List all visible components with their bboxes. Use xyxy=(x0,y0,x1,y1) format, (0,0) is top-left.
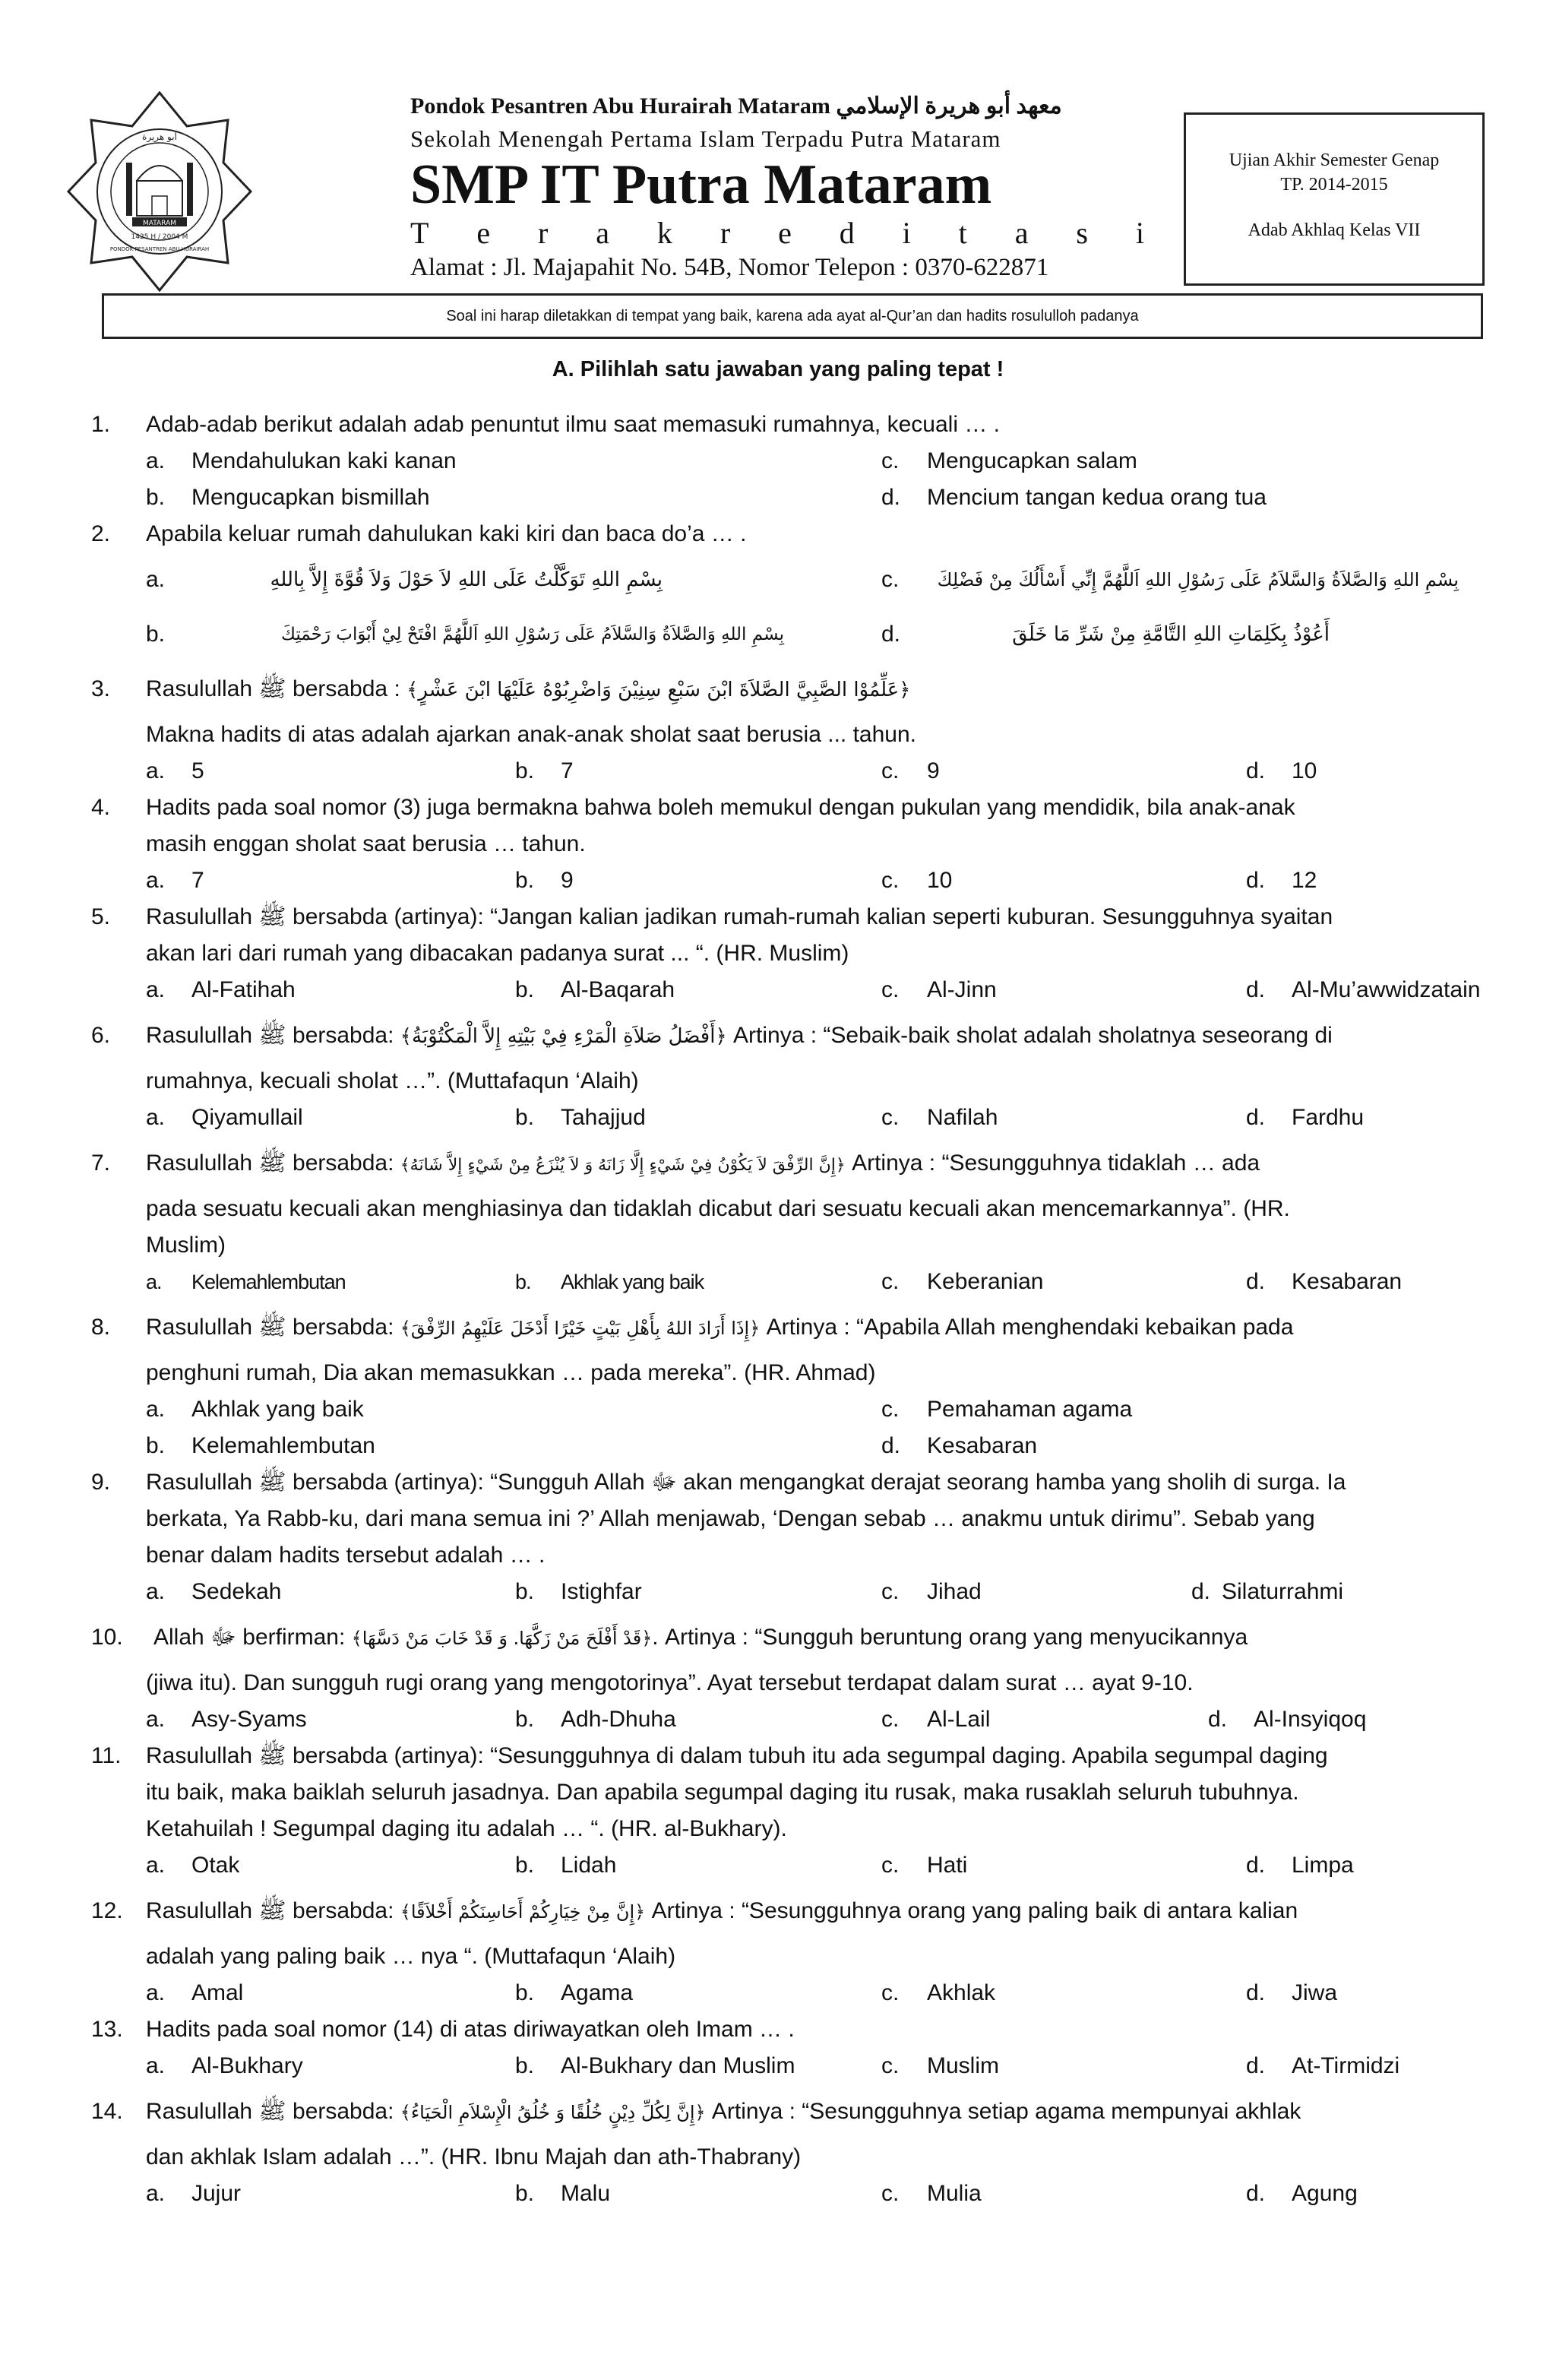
question-text: Adab-adab berikut adalah adab penuntut ilmu saat memasuki rumahnya, kecuali … . xyxy=(146,412,1000,437)
text-span: Hati xyxy=(927,1853,968,1878)
option-label: a. xyxy=(146,758,166,783)
options-row xyxy=(91,1391,1468,1428)
question-number: 9. xyxy=(91,1470,111,1495)
hadith-arabic: ﴿أَفْضَلُ صَلاَةِ الْمَرْءِ فِيْ بَيْتِهِ إِلاَّ الْمَكْتُوْبَةُ﴾ xyxy=(400,1025,727,1048)
question-text: Makna hadits di atas adalah ajarkan anak-anak sholat saat berusia ... tahun. xyxy=(146,722,916,747)
option-label: a. xyxy=(146,1853,166,1878)
option-label: d. xyxy=(1246,868,1266,893)
options-row xyxy=(91,1100,1468,1136)
text-span: 10 xyxy=(1292,758,1317,783)
option-a xyxy=(146,2176,241,2212)
text-span: Rasulullah ﷺ bersabda: xyxy=(146,1023,400,1048)
question-text xyxy=(146,2084,1468,2140)
option-c xyxy=(881,1574,982,1610)
text-span: Limpa xyxy=(1292,1853,1354,1878)
option-d xyxy=(1246,862,1317,899)
text-span xyxy=(91,1665,1468,1701)
question-text: masih enggan sholat saat berusia … tahun. xyxy=(146,831,586,856)
text-span: . Artinya : “Sungguh beruntung orang yang menyucikannya xyxy=(652,1625,1248,1650)
text-span: 7 xyxy=(561,758,574,783)
text-span: Agung xyxy=(1292,2181,1358,2206)
text-span: Akhlak yang baik xyxy=(561,1271,704,1293)
text-span: Jujur xyxy=(191,2181,242,2206)
text-span xyxy=(91,826,1468,862)
text-span: Silaturrahmi xyxy=(1222,1579,1344,1604)
question-text: itu baik, maka baiklah seluruh jasadnya. Dan apabila segumpal daging itu rusak, maka rusaklah seluruh tubuhnya. xyxy=(146,1780,1299,1805)
text-span: Artinya : “Sesungguhnya tidaklah … ada xyxy=(845,1150,1260,1176)
text-span: Keberanian xyxy=(927,1269,1044,1294)
text-span: Malu xyxy=(561,2181,611,2206)
options-row xyxy=(91,862,1468,899)
text-span: 12 xyxy=(1292,868,1317,893)
options-row xyxy=(91,1701,1468,1738)
school-logo xyxy=(65,90,254,293)
logo-pesantren: PONDOK PESANTREN ABU HURAIRAH xyxy=(109,246,210,252)
option-label: d. xyxy=(881,1433,901,1458)
hadith-arabic: ﴿إِنَّ الرِّفْقَ لاَ يَكُوْنُ فِيْ شَيْءٍ إِلَّا زَانَهُ وَ لاَ يُنْزَعُ مِنْ شَيْءٍ إِلاَّ شَانَهُ﴾ xyxy=(400,1156,846,1175)
option-d xyxy=(881,479,1267,516)
text-span xyxy=(91,1063,1468,1100)
option-b xyxy=(515,1264,704,1300)
text-span: Al-Fatihah xyxy=(191,977,296,1002)
text-span: Artinya : “Sesungguhnya setiap agama mempunyai akhlak xyxy=(705,2099,1301,2124)
options-row xyxy=(91,1847,1468,1884)
option-c xyxy=(881,1975,995,2011)
question-text xyxy=(146,1008,1468,1064)
text-span: 10 xyxy=(927,868,953,893)
text-span: Tahajjud xyxy=(561,1105,646,1130)
option-label: a. xyxy=(146,1707,166,1732)
logo-name: MATARAM xyxy=(143,220,176,227)
option-a xyxy=(146,1574,281,1610)
question-text xyxy=(153,1610,1468,1666)
institution-name: Pondok Pesantren Abu Hurairah Mataram معهد أبو هريرة الإسلامي xyxy=(410,93,1062,119)
option-a xyxy=(146,2048,303,2084)
question-text: Rasulullah ﷺ bersabda (artinya): “Sungguh Allah ﷻ akan mengangkat derajat seorang hamba yang sholih di surga. Ia xyxy=(146,1470,1346,1495)
option-b xyxy=(515,2176,610,2212)
school-address: Alamat : Jl. Majapahit No. 54B, Nomor Telepon : 0370-622871 xyxy=(410,254,1049,281)
option-d xyxy=(1246,2048,1399,2084)
text-span: At-Tirmidzi xyxy=(1292,2053,1400,2078)
option-label: a. xyxy=(146,1397,166,1422)
question-text xyxy=(146,1136,1468,1193)
text-span: Allah ﷻ berfirman: xyxy=(153,1625,352,1650)
question-1 xyxy=(91,407,1468,443)
question-number: 6. xyxy=(91,1023,111,1048)
option-label: b. xyxy=(515,1980,535,2005)
options-row xyxy=(91,1975,1468,2011)
text-span: Istighfar xyxy=(561,1579,642,1604)
exam-year: TP. 2014-2015 xyxy=(1280,175,1388,195)
text-span: Mendahulukan kaki kanan xyxy=(191,448,457,473)
option-label: b. xyxy=(146,1433,166,1458)
option-d xyxy=(1246,753,1317,790)
option-label: b. xyxy=(515,2181,535,2206)
question-3 xyxy=(91,662,1468,717)
question-13 xyxy=(91,2011,1468,2048)
text-span: Sedekah xyxy=(191,1579,282,1604)
text-span xyxy=(91,935,1468,972)
option-label: a. xyxy=(146,2053,166,2078)
option-b xyxy=(146,1428,375,1464)
option-label: c. xyxy=(881,448,900,473)
question-text: Hadits pada soal nomor (14) di atas diriwayatkan oleh Imam … . xyxy=(146,2017,795,2042)
option-c xyxy=(881,753,940,790)
ayat-arabic: ﴿قَدْ أَفْلَحَ مَنْ زَكَّهَا. وَ قَدْ خَابَ مَنْ دَسَّهَا﴾ xyxy=(351,1628,653,1649)
question-2 xyxy=(91,516,1468,552)
school-level: Sekolah Menengah Pertama Islam Terpadu Putra Mataram xyxy=(410,125,1001,152)
text-span: Rasulullah ﷺ bersabda: xyxy=(146,1898,400,1923)
option-b xyxy=(515,972,675,1008)
option-label: b. xyxy=(515,2053,535,2078)
text-span xyxy=(91,2139,1468,2176)
text-span: Otak xyxy=(191,1853,240,1878)
options-row xyxy=(91,2048,1468,2084)
option-label: c. xyxy=(881,1269,900,1294)
option-a xyxy=(146,1391,364,1428)
options-row xyxy=(91,753,1468,790)
option-d xyxy=(1208,1701,1366,1738)
text-span: Jihad xyxy=(927,1579,982,1604)
option-label: a. xyxy=(146,1271,162,1293)
option-b xyxy=(515,2048,795,2084)
exam-info-box xyxy=(1184,112,1485,286)
option-a xyxy=(146,552,191,607)
question-4 xyxy=(91,790,1468,826)
text-span: بِسْمِ اللهِ وَالصَّلاَةُ وَالسَّلاَمُ عَلَى رَسُوْلِ اللهِ اَللَّهُمَّ افْتَحْ لِيْ أَبْوَابَ رَحْمَتِكَ xyxy=(281,625,784,644)
option-label: c. xyxy=(881,1853,900,1878)
option-label: a. xyxy=(146,1980,166,2005)
text-span: بِسْمِ اللهِ تَوَكَّلْتُ عَلَى اللهِ لاَ حَوْلَ وَلاَ قُوَّةَ إِلاَّ بِاللهِ xyxy=(270,568,663,591)
option-label: d. xyxy=(1246,2053,1266,2078)
text-span: Akhlak xyxy=(927,1980,996,2005)
text-span: Artinya : “Sebaik-baik sholat adalah sholatnya seseorang di xyxy=(726,1023,1333,1048)
question-number: 11. xyxy=(91,1743,122,1768)
text-span: Kesabaran xyxy=(927,1433,1038,1458)
text-span: Rasulullah ﷺ bersabda: xyxy=(146,1315,400,1340)
text-span: 9 xyxy=(927,758,940,783)
question-8 xyxy=(91,1300,1468,1355)
text-span: Mencium tangan kedua orang tua xyxy=(927,485,1267,510)
options-row xyxy=(91,607,1468,662)
exam-title: Ujian Akhir Semester Genap xyxy=(1229,150,1440,170)
option-a xyxy=(146,972,296,1008)
option-label: a. xyxy=(146,448,166,473)
question-number: 14. xyxy=(91,2099,123,2124)
question-6 xyxy=(91,1008,1468,1063)
option-label: c. xyxy=(881,1579,900,1604)
question-text: akan lari dari rumah yang dibacakan padanya surat ... “. (HR. Muslim) xyxy=(146,941,849,966)
text-span: Al-Insyiqoq xyxy=(1254,1707,1367,1732)
option-c xyxy=(881,1391,1132,1428)
option-label: d. xyxy=(1246,1105,1266,1130)
text-span: Mulia xyxy=(927,2181,982,2206)
option-label: d. xyxy=(1246,758,1266,783)
text-span: Akhlak yang baik xyxy=(191,1397,364,1422)
text-span xyxy=(91,1501,1468,1537)
option-a xyxy=(146,753,204,790)
option-c xyxy=(881,2176,982,2212)
option-a xyxy=(146,443,457,479)
option-label: d. xyxy=(1246,1269,1266,1294)
option-b xyxy=(515,862,574,899)
option-d xyxy=(1191,1574,1343,1610)
question-text: berkata, Ya Rabb-ku, dari mana semua ini ?’ Allah menjawab, ‘Dengan sebab … anakmu untuk dirimu”. Sebab yang xyxy=(146,1506,1315,1531)
option-label: c. xyxy=(881,1980,900,2005)
question-number: 10. xyxy=(91,1625,123,1650)
text-span xyxy=(91,1191,1468,1227)
option-label: d. xyxy=(1246,2181,1266,2206)
hadith-arabic: ﴿إِنَّ مِنْ خِيَارِكُمْ أَحَاسِنَكُمْ أَخْلاَقًا﴾ xyxy=(400,1901,646,1923)
notice-box: Soal ini harap diletakkan di tempat yang baik, karena ada ayat al-Qur’an dan hadits rosululloh padanya xyxy=(102,293,1483,339)
option-label: d. xyxy=(1246,1853,1266,1878)
text-span xyxy=(91,1774,1468,1811)
option-label: b. xyxy=(515,758,535,783)
option-d xyxy=(1246,1264,1402,1300)
hadith-arabic: ﴿إِذَا أَرَادَ اللهُ بِأَهْلِ بَيْتٍ خَيْرًا أَدْخَلَ عَلَيْهِمُ الرِّفْقَ﴾ xyxy=(400,1318,761,1339)
option-d xyxy=(881,607,927,662)
option-label: a. xyxy=(146,567,166,592)
option-d xyxy=(1246,972,1480,1008)
text-span: Fardhu xyxy=(1292,1105,1365,1130)
text-span: Lidah xyxy=(561,1853,617,1878)
text-span: 9 xyxy=(561,868,574,893)
question-number: 2. xyxy=(91,521,111,546)
options-row xyxy=(91,1428,1468,1464)
options-row xyxy=(91,1264,1468,1300)
question-number: 4. xyxy=(91,795,111,820)
option-c xyxy=(881,2048,999,2084)
option-a xyxy=(146,1100,303,1136)
text-span: Al-Jinn xyxy=(927,977,997,1002)
question-number: 8. xyxy=(91,1315,111,1340)
text-span: Al-Baqarah xyxy=(561,977,675,1002)
text-span: Al-Bukhary xyxy=(191,2053,303,2078)
question-number: 1. xyxy=(91,412,111,437)
text-span: Nafilah xyxy=(927,1105,998,1130)
option-b xyxy=(515,1701,676,1738)
option-d xyxy=(1246,1847,1354,1884)
option-b xyxy=(515,1975,633,2011)
question-5 xyxy=(91,899,1468,935)
text-span: Muslim xyxy=(927,2053,999,2078)
option-c xyxy=(881,1264,1043,1300)
option-label: b. xyxy=(146,622,166,647)
text-span: 5 xyxy=(191,758,204,783)
text-span xyxy=(91,1537,1468,1574)
question-text xyxy=(146,662,1468,717)
text-span: Amal xyxy=(191,1980,244,2005)
option-c xyxy=(881,862,952,899)
question-text: benar dalam hadits tersebut adalah … . xyxy=(146,1543,546,1568)
option-c xyxy=(881,972,997,1008)
option-label: c. xyxy=(881,2181,900,2206)
option-label: c. xyxy=(881,567,900,592)
option-a xyxy=(146,1847,239,1884)
question-text xyxy=(146,1884,1468,1939)
option-label: c. xyxy=(881,2053,900,2078)
text-span: Rasulullah ﷺ bersabda: xyxy=(146,2099,400,2124)
text-span: Mengucapkan bismillah xyxy=(191,485,430,510)
question-12 xyxy=(91,1884,1468,1938)
section-title: A. Pilihlah satu jawaban yang paling tepat ! xyxy=(552,357,1004,381)
option-d xyxy=(1246,1100,1364,1136)
option-label: d. xyxy=(881,485,901,510)
question-number: 12. xyxy=(91,1898,123,1923)
option-b xyxy=(515,753,574,790)
question-number: 5. xyxy=(91,904,111,929)
option-label: b. xyxy=(515,1853,535,1878)
option-c xyxy=(881,1100,998,1136)
accreditation: T e r a k r e d i t a s i xyxy=(410,216,1144,250)
question-number: 7. xyxy=(91,1150,111,1176)
question-11 xyxy=(91,1738,1468,1774)
text-span: Kelemahlembutan xyxy=(191,1433,375,1458)
option-label: a. xyxy=(146,1105,166,1130)
text-span: Artinya : “Apabila Allah menghendaki kebaikan pada xyxy=(760,1315,1294,1340)
options-row xyxy=(91,1574,1468,1610)
text-span: Al-Bukhary dan Muslim xyxy=(561,2053,795,2078)
text-span: Jiwa xyxy=(1292,1980,1338,2005)
question-list xyxy=(91,407,1481,2212)
option-label: b. xyxy=(515,1707,535,1732)
options-row xyxy=(91,552,1468,607)
option-d xyxy=(1246,2176,1358,2212)
option-label: d. xyxy=(1208,1707,1228,1732)
option-label: c. xyxy=(881,1105,900,1130)
question-text: dan akhlak Islam adalah …”. (HR. Ibnu Majah dan ath-Thabrany) xyxy=(146,2144,802,2170)
text-span: Agama xyxy=(561,1980,634,2005)
question-text: Rasulullah ﷺ bersabda (artinya): “Jangan kalian jadikan rumah-rumah kalian seperti kuburan. Sesungguhnya syaitan xyxy=(146,904,1333,929)
question-number: 3. xyxy=(91,676,111,701)
question-text: pada sesuatu kecuali akan menghiasinya dan tidaklah dicabut dari sesuatu kecuali akan mencemarkannya”. (HR. xyxy=(146,1196,1290,1221)
option-b xyxy=(146,607,191,662)
text-span: Qiyamullail xyxy=(191,1105,303,1130)
option-label: a. xyxy=(146,1579,166,1604)
text-span: Artinya : “Sesungguhnya orang yang paling baik di antara kalian xyxy=(645,1898,1298,1923)
question-text: penghuni rumah, Dia akan memasukkan … pada mereka”. (HR. Ahmad) xyxy=(146,1360,876,1385)
question-text: adalah yang paling baik … nya “. (Muttafaqun ‘Alaih) xyxy=(146,1944,676,1969)
text-span: Kesabaran xyxy=(1292,1269,1403,1294)
text-span xyxy=(91,1227,1468,1264)
hadith-arabic: ﴿عَلِّمُوْا الصَّبِيَّ الصَّلاَةَ ابْنَ سَبْعِ سِنِيْنَ وَاضْرِبُوْهُ عَلَيْهَا ابْنَ عَشْرٍ﴾ xyxy=(406,679,911,701)
text-span xyxy=(91,1811,1468,1847)
logo-arabic: أبو هريرة xyxy=(142,131,177,142)
question-14 xyxy=(91,2084,1468,2139)
option-label: d. xyxy=(1191,1579,1211,1604)
question-text: (jiwa itu). Dan sungguh rugi orang yang mengotorinya”. Ayat tersebut terdapat dalam surat … ayat 9-10. xyxy=(146,1670,1194,1695)
option-b xyxy=(515,1847,616,1884)
text-span xyxy=(91,1355,1468,1391)
text-span: Rasulullah ﷺ bersabda: xyxy=(146,1150,400,1176)
text-span: Asy-Syams xyxy=(191,1707,307,1732)
option-label: c. xyxy=(881,1707,900,1732)
question-number: 13. xyxy=(91,2017,123,2042)
option-label: c. xyxy=(881,868,900,893)
option-label: a. xyxy=(146,868,166,893)
text-span: Mengucapkan salam xyxy=(927,448,1137,473)
school-header xyxy=(410,93,1162,282)
question-text: Ketahuilah ! Segumpal daging itu adalah … “. (HR. al-Bukhary). xyxy=(146,1816,787,1841)
text-span: بِسْمِ اللهِ وَالصَّلاَةُ وَالسَّلاَمُ عَلَى رَسُوْلِ اللهِ اَللَّهُمَّ إِنِّي أَسْأَلُكَ مِنْ فَضْلِكَ xyxy=(937,569,1459,590)
options-row xyxy=(91,2176,1468,2212)
text-span: Adh-Dhuha xyxy=(561,1707,676,1732)
question-text: Hadits pada soal nomor (3) juga bermakna bahwa boleh memukul dengan pukulan yang mendidik, bila anak-anak xyxy=(146,795,1295,820)
option-a xyxy=(146,1264,346,1300)
option-d xyxy=(1246,1975,1337,2011)
text-span: 7 xyxy=(191,868,204,893)
option-a xyxy=(146,1975,243,2011)
option-a xyxy=(146,1701,307,1738)
text-span: Rasulullah ﷺ bersabda : xyxy=(146,676,407,701)
option-b xyxy=(515,1100,646,1136)
question-text: rumahnya, kecuali sholat …”. (Muttafaqun ‘Alaih) xyxy=(146,1068,639,1093)
option-b xyxy=(515,1574,642,1610)
exam-subject: Adab Akhlaq Kelas VII xyxy=(1248,220,1421,240)
question-10 xyxy=(91,1610,1468,1665)
text-span: Al-Mu’awwidzatain xyxy=(1292,977,1481,1002)
options-row xyxy=(91,479,1468,516)
option-label: a. xyxy=(146,2181,166,2206)
option-label: a. xyxy=(146,977,166,1002)
option-label: c. xyxy=(881,977,900,1002)
option-c xyxy=(881,1847,967,1884)
question-text xyxy=(146,1300,1468,1356)
option-b xyxy=(146,479,430,516)
hadith-arabic: ﴿إِنَّ لِكُلِّ دِيْنٍ خُلُقًا وَ خُلُقُ الْإِسْلاَمِ الْحَيَاءُ﴾ xyxy=(400,2102,706,2123)
option-label: b. xyxy=(515,1271,531,1293)
options-row xyxy=(91,972,1481,1008)
option-c xyxy=(881,552,927,607)
question-3-text xyxy=(91,717,1468,753)
option-label: b. xyxy=(515,977,535,1002)
option-label: d. xyxy=(1246,1980,1266,2005)
option-c xyxy=(881,1701,990,1738)
option-label: d. xyxy=(1246,977,1266,1002)
option-a xyxy=(146,862,204,899)
option-c xyxy=(881,443,1137,479)
logo-year: 1425 H / 2004 M xyxy=(131,233,188,241)
question-text: Muslim) xyxy=(146,1233,226,1258)
text-span: Kelemahlembutan xyxy=(191,1271,346,1293)
option-label: b. xyxy=(146,485,166,510)
option-label: d. xyxy=(881,622,901,647)
question-9 xyxy=(91,1464,1468,1501)
school-name: SMP IT Putra Mataram xyxy=(410,153,992,216)
option-label: b. xyxy=(515,1579,535,1604)
option-d xyxy=(881,1428,1037,1464)
text-span: Al-Lail xyxy=(927,1707,991,1732)
question-7 xyxy=(91,1136,1468,1191)
option-label: c. xyxy=(881,1397,900,1422)
option-label: b. xyxy=(515,868,535,893)
option-label: c. xyxy=(881,758,900,783)
question-text: Rasulullah ﷺ bersabda (artinya): “Sesungguhnya di dalam tubuh itu ada segumpal daging. Apabila segumpal daging xyxy=(146,1743,1328,1768)
text-span: أَعُوْذُ بِكَلِمَاتِ اللهِ التَّامَّةِ مِنْ شَرِّ مَا خَلَقَ xyxy=(1012,623,1330,646)
text-span xyxy=(91,1938,1468,1975)
options-row xyxy=(91,443,1468,479)
question-text: Apabila keluar rumah dahulukan kaki kiri dan baca do’a … . xyxy=(146,521,747,546)
option-label: b. xyxy=(515,1105,535,1130)
text-span: Pemahaman agama xyxy=(927,1397,1133,1422)
